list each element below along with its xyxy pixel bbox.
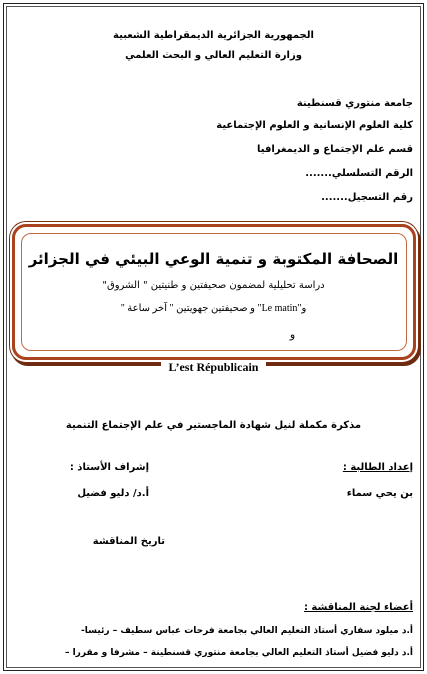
student-label [343,462,413,473]
supervisor-name: أ.د/ دليو فضيل [77,488,149,499]
newspaper-name-label [0,356,427,375]
thesis-description: مذكرة مكملة لنيل شهادة الماجستير في علم الإجتماع التنمية [65,420,362,431]
serial-number-row [305,168,413,179]
committee-member-1: أ.د ميلود سفاري أستاذ التعليم العالي بجامعة فرحات عباس سطيف – رئيسا- [81,626,413,636]
discussion-date-label: تاريخ المناقشة [92,536,165,547]
ministry-header: وزارة التعليم العالي و البحث العلمي [125,50,302,61]
newspaper-name-text: L’est Républicain [161,360,267,374]
department-name: قسم علم الإجتماع و الديمغرافيا [256,144,413,155]
registration-number-label: رقم التسجيل [347,192,413,203]
serial-number-value: ....... [305,168,332,179]
committee-label [304,602,413,613]
thesis-subtitle-line1: دراسة تحليلية لمضمون صحيفتين و طنيتين " الشروق" [102,280,325,291]
university-name: جامعة منتوري قسنطينة [296,98,413,109]
committee-label-text: أعضاء لجنة المناقشة : [303,602,413,613]
student-name: بن يحي سماء [346,488,413,499]
republic-header: الجمهورية الجزائرية الديمقراطية الشعبية [113,30,314,41]
serial-number-label: الرقم التسلسلي [331,168,413,179]
thesis-subtitle-line2: و"Le matin" و صحيفتين جهويتين " آخر ساعة " [120,303,307,314]
faculty-name: كلية العلوم الإنسانية و العلوم الإجتماعية [216,120,413,131]
registration-number-value: ....... [321,192,348,203]
subtitle-conjunction: و [289,328,296,341]
committee-member-2: أ.د دليو فضيل أستاذ التعليم العالي بجامعة منتوري قسنطينة – مشرفا و مقررا – [64,648,413,658]
student-label-text: إعداد الطالبة : [342,462,413,473]
thesis-title: الصحافة المكتوبة و تنمية الوعي البيئي في الجزائر [28,250,399,268]
registration-number-row [321,192,413,203]
supervisor-label: إشراف الأستاذ : [69,462,149,473]
